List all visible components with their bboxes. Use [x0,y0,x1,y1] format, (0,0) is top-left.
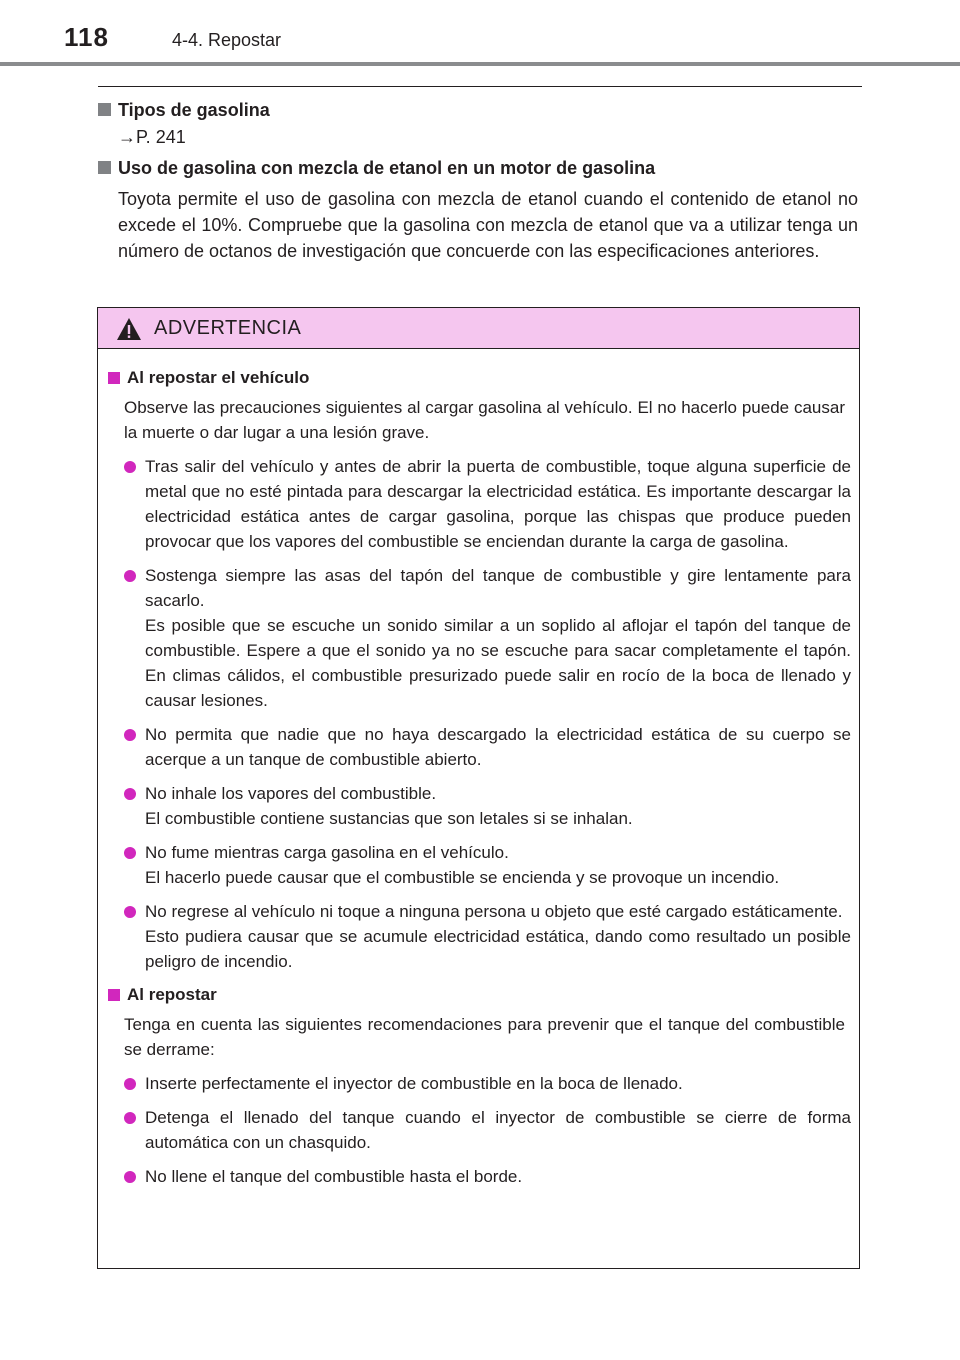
warning-section [108,982,851,1189]
circle-bullet-icon [124,729,136,741]
bullet-line: No regrese al vehículo ni toque a ninguna persona u objeto que esté cargado estáticamente. [145,902,843,921]
warning-bullet [108,454,851,554]
bullet-line: El hacerlo puede causar que el combustible se encienda y se provoque un incendio. [145,868,780,887]
circle-bullet-icon [124,1171,136,1183]
square-bullet-icon [108,989,120,1001]
page-header [0,0,960,70]
header-rule [0,62,960,66]
warning-section-intro: Tenga en cuenta las siguientes recomendaciones para prevenir que el tanque del combustible se derrame: [124,1015,845,1059]
warning-box [97,307,860,1269]
heading-text: Al repostar [127,985,217,1004]
bullet-line: Es posible que se escuche un sonido similar a un soplido al aflojar el tapón del tanque de combustible. Espere a que el sonido ya no se escuche para sacar completamente el tapón. En climas cálidos, el combustible presurizado puede salir en rocío de la boca de llenado y causar lesiones. [145,616,851,710]
circle-bullet-icon [124,461,136,473]
heading-text: Tipos de gasolina [118,100,270,120]
bullet-text [145,1105,851,1155]
bullet-line: No permita que nadie que no haya descargado la electricidad estática de su cuerpo se acerque a un tanque de combustible abierto. [145,725,851,769]
warning-bullet [108,781,851,831]
bullet-line: No inhale los vapores del combustible. [145,784,437,803]
warning-bullet [108,1071,851,1096]
warning-content [98,349,859,1189]
bullet-line: Detenga el llenado del tanque cuando el inyector de combustible se cierre de forma automática con un chasquido. [145,1108,851,1152]
warning-section-intro: Observe las precauciones siguientes al cargar gasolina al vehículo. El no hacerlo puede causar la muerte o dar lugar a una lesión grave. [124,398,845,442]
bullet-line: Esto pudiera causar que se acumule electricidad estática, dando como resultado un posible peligro de incendio. [145,927,851,971]
bullet-text [145,899,851,974]
heading-text: Uso de gasolina con mezcla de etanol en un motor de gasolina [118,158,656,178]
square-bullet-icon [98,161,111,174]
warning-section-heading [108,365,851,391]
circle-bullet-icon [124,788,136,800]
bullet-line: Sostenga siempre las asas del tapón del tanque de combustible y gire lentamente para sacarlo. [145,566,851,610]
square-bullet-icon [98,103,111,116]
circle-bullet-icon [124,570,136,582]
circle-bullet-icon [124,1078,136,1090]
warning-bullet [108,1105,851,1155]
bullet-text [145,1164,851,1189]
warning-section-heading [108,982,851,1008]
square-bullet-icon [108,372,120,384]
bullet-line: No llene el tanque del combustible hasta el borde. [145,1167,523,1186]
bullet-line: El combustible contiene sustancias que son letales si se inhalan. [145,809,633,828]
section-title: 4-4. Repostar [172,30,282,50]
warning-bullet [108,1164,851,1189]
bullet-text [145,1071,851,1096]
page-number: 118 [64,22,109,52]
bullet-text [145,781,851,831]
ethanol-paragraph: Toyota permite el uso de gasolina con mezcla de etanol cuando el contenido de etanol no excede el 10%. Compruebe que la gasolina con mezcla de etanol que va a utilizar tenga un número de octanos de investigación que concuerde con las especificaciones anteriores. [118,189,858,261]
circle-bullet-icon [124,847,136,859]
bullet-line: Inserte perfectamente el inyector de combustible en la boca de llenado. [145,1074,683,1093]
circle-bullet-icon [124,906,136,918]
bullet-text [145,840,851,890]
warning-bullet [108,840,851,890]
heading-text: Al repostar el vehículo [127,368,310,387]
warning-bullet [108,563,851,713]
bullet-text [145,722,851,772]
warning-title: ADVERTENCIA [154,316,302,339]
warning-header [98,308,859,349]
heading-fuel-types [98,96,858,124]
warning-bullet [108,722,851,772]
page-reference: →P. 241 [118,127,186,147]
bullet-line: No fume mientras carga gasolina en el vehículo. [145,843,509,862]
warning-bullet [108,899,851,974]
intro-content [98,96,858,264]
bullet-text [145,563,851,713]
bullet-text [145,454,851,554]
circle-bullet-icon [124,1112,136,1124]
warning-section [108,365,851,974]
warning-triangle-icon [116,317,142,341]
heading-ethanol [98,154,858,182]
content-top-rule [98,86,862,87]
bullet-line: Tras salir del vehículo y antes de abrir la puerta de combustible, toque alguna superficie de metal que no esté pintada para descargar la electricidad estática. Es importante descargar la electricidad estática antes de cargar gasolina, porque las chispas que produce pueden provocar que los vapores del combustible se enciendan durante la carga de gasolina. [145,457,851,551]
